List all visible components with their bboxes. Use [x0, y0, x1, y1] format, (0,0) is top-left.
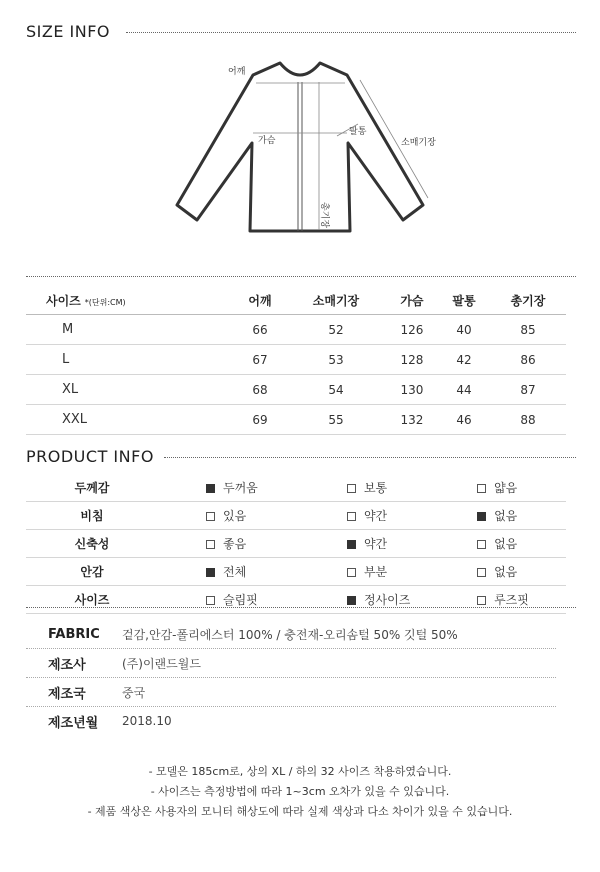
option-label: 부분: [363, 565, 388, 579]
option: [158, 558, 315, 586]
option: [158, 586, 315, 614]
attribute-label: 사이즈: [26, 586, 158, 614]
value-cell: 85: [490, 315, 566, 345]
size-table: [26, 286, 566, 435]
option: [465, 474, 566, 502]
checked-box-icon: [477, 512, 486, 521]
empty-box-icon: [206, 596, 215, 605]
unit-note: *(단위:CM): [84, 297, 126, 307]
size-table-header: [26, 286, 566, 315]
date-key: 제조년월: [48, 715, 99, 731]
size-cell: L: [26, 345, 234, 375]
value-cell: 55: [286, 405, 386, 435]
note-line: - 제품 색상은 사용자의 모니터 해상도에 따라 실제 색상과 다소 차이가 있을 수 있습니다.: [87, 805, 513, 818]
size-info-title: SIZE INFO: [26, 22, 111, 41]
option-label: 약간: [363, 509, 388, 523]
value-cell: 130: [386, 375, 438, 405]
section-divider-1: [26, 276, 576, 277]
shoulder-label: 어깨: [228, 67, 246, 77]
option: [315, 558, 465, 586]
product-info-table: [26, 474, 566, 614]
fabric-value: 겉감,안감-폴리에스터 100% / 충전재-오리솜털 50% 깃털 50%: [122, 627, 458, 642]
option-label: 전체: [223, 565, 247, 579]
header-upper-arm: 팔통: [438, 286, 490, 315]
option-label: 없음: [494, 509, 518, 523]
size-cell: XL: [26, 375, 234, 405]
value-cell: 88: [490, 405, 566, 435]
value-cell: 67: [234, 345, 286, 375]
checked-box-icon: [206, 484, 215, 493]
empty-box-icon: [347, 568, 356, 577]
size-cell: XXL: [26, 405, 234, 435]
jacket-size-diagram: [0, 0, 600, 270]
value-cell: 68: [234, 375, 286, 405]
empty-box-icon: [477, 484, 486, 493]
table-row: [26, 315, 566, 345]
empty-box-icon: [477, 596, 486, 605]
option-label: 없음: [494, 565, 518, 579]
product-title-divider: [164, 457, 576, 458]
table-row: [26, 530, 566, 558]
option: [465, 530, 566, 558]
attribute-label: 두께감: [26, 474, 158, 502]
checked-box-icon: [206, 568, 215, 577]
attribute-label: 신축성: [26, 530, 158, 558]
note-line: - 모델은 185cm로, 상의 XL / 하의 32 사이즈 착용하였습니다.: [148, 765, 452, 778]
empty-box-icon: [347, 512, 356, 521]
value-cell: 126: [386, 315, 438, 345]
empty-box-icon: [477, 568, 486, 577]
fabric-row: [26, 620, 556, 649]
country-row: [26, 678, 556, 707]
option-label: 좋음: [223, 537, 247, 551]
option: [465, 558, 566, 586]
value-cell: 132: [386, 405, 438, 435]
value-cell: 54: [286, 375, 386, 405]
date-value: 2018.10: [122, 714, 172, 728]
attribute-label: 비침: [26, 502, 158, 530]
option-label: 루즈핏: [494, 593, 529, 607]
checked-box-icon: [347, 596, 356, 605]
notes: [0, 762, 600, 822]
product-info-title: PRODUCT INFO: [26, 447, 154, 466]
chest-label: 가슴: [258, 136, 276, 146]
option: [315, 474, 465, 502]
value-cell: 66: [234, 315, 286, 345]
empty-box-icon: [347, 484, 356, 493]
option: [158, 530, 315, 558]
empty-box-icon: [206, 512, 215, 521]
manufacturer-key: 제조사: [48, 657, 86, 673]
fabric-info: [26, 620, 556, 735]
option-label: 얇음: [494, 481, 518, 495]
option-label: 두꺼움: [223, 481, 258, 495]
option-label: 보통: [363, 481, 388, 495]
header-shoulder: 어깨: [234, 286, 286, 315]
sleeve-label: 소매기장: [401, 138, 436, 148]
date-row: [26, 707, 556, 735]
option: [158, 474, 315, 502]
table-row: [26, 405, 566, 435]
header-total-length: 총기장: [490, 286, 566, 315]
total-length-label: 총기장: [319, 202, 329, 229]
empty-box-icon: [206, 540, 215, 549]
section-divider-2: [26, 607, 576, 608]
value-cell: 128: [386, 345, 438, 375]
option-label: 슬림핏: [223, 593, 258, 607]
value-cell: 69: [234, 405, 286, 435]
size-cell: M: [26, 315, 234, 345]
value-cell: 86: [490, 345, 566, 375]
value-cell: 87: [490, 375, 566, 405]
checked-box-icon: [347, 540, 356, 549]
value-cell: 52: [286, 315, 386, 345]
value-cell: 40: [438, 315, 490, 345]
manufacturer-row: [26, 649, 556, 678]
table-row: [26, 474, 566, 502]
table-row: [26, 502, 566, 530]
country-key: 제조국: [48, 686, 86, 702]
value-cell: 42: [438, 345, 490, 375]
option: [315, 530, 465, 558]
manufacturer-value: (주)이랜드월드: [122, 656, 201, 671]
option: [465, 502, 566, 530]
value-cell: 46: [438, 405, 490, 435]
table-row: [26, 558, 566, 586]
value-cell: 44: [438, 375, 490, 405]
upper-arm-label: 팔통: [349, 127, 367, 137]
country-value: 중국: [122, 685, 146, 700]
header-sleeve: 소매기장: [286, 286, 386, 315]
empty-box-icon: [477, 540, 486, 549]
fabric-key: FABRIC: [48, 626, 100, 642]
header-chest: 가슴: [386, 286, 438, 315]
option-label: 있음: [223, 509, 247, 523]
option-label: 없음: [494, 537, 518, 551]
table-row: [26, 586, 566, 614]
option: [315, 502, 465, 530]
note-line: - 사이즈는 측정방법에 따라 1~3cm 오차가 있을 수 있습니다.: [150, 785, 450, 798]
header-size: 사이즈 *(단위:CM): [26, 286, 234, 315]
value-cell: 53: [286, 345, 386, 375]
attribute-label: 안감: [26, 558, 158, 586]
table-row: [26, 345, 566, 375]
option: [158, 502, 315, 530]
option-label: 정사이즈: [363, 593, 411, 607]
option: [315, 586, 465, 614]
option-label: 약간: [363, 537, 388, 551]
option: [465, 586, 566, 614]
table-row: [26, 375, 566, 405]
